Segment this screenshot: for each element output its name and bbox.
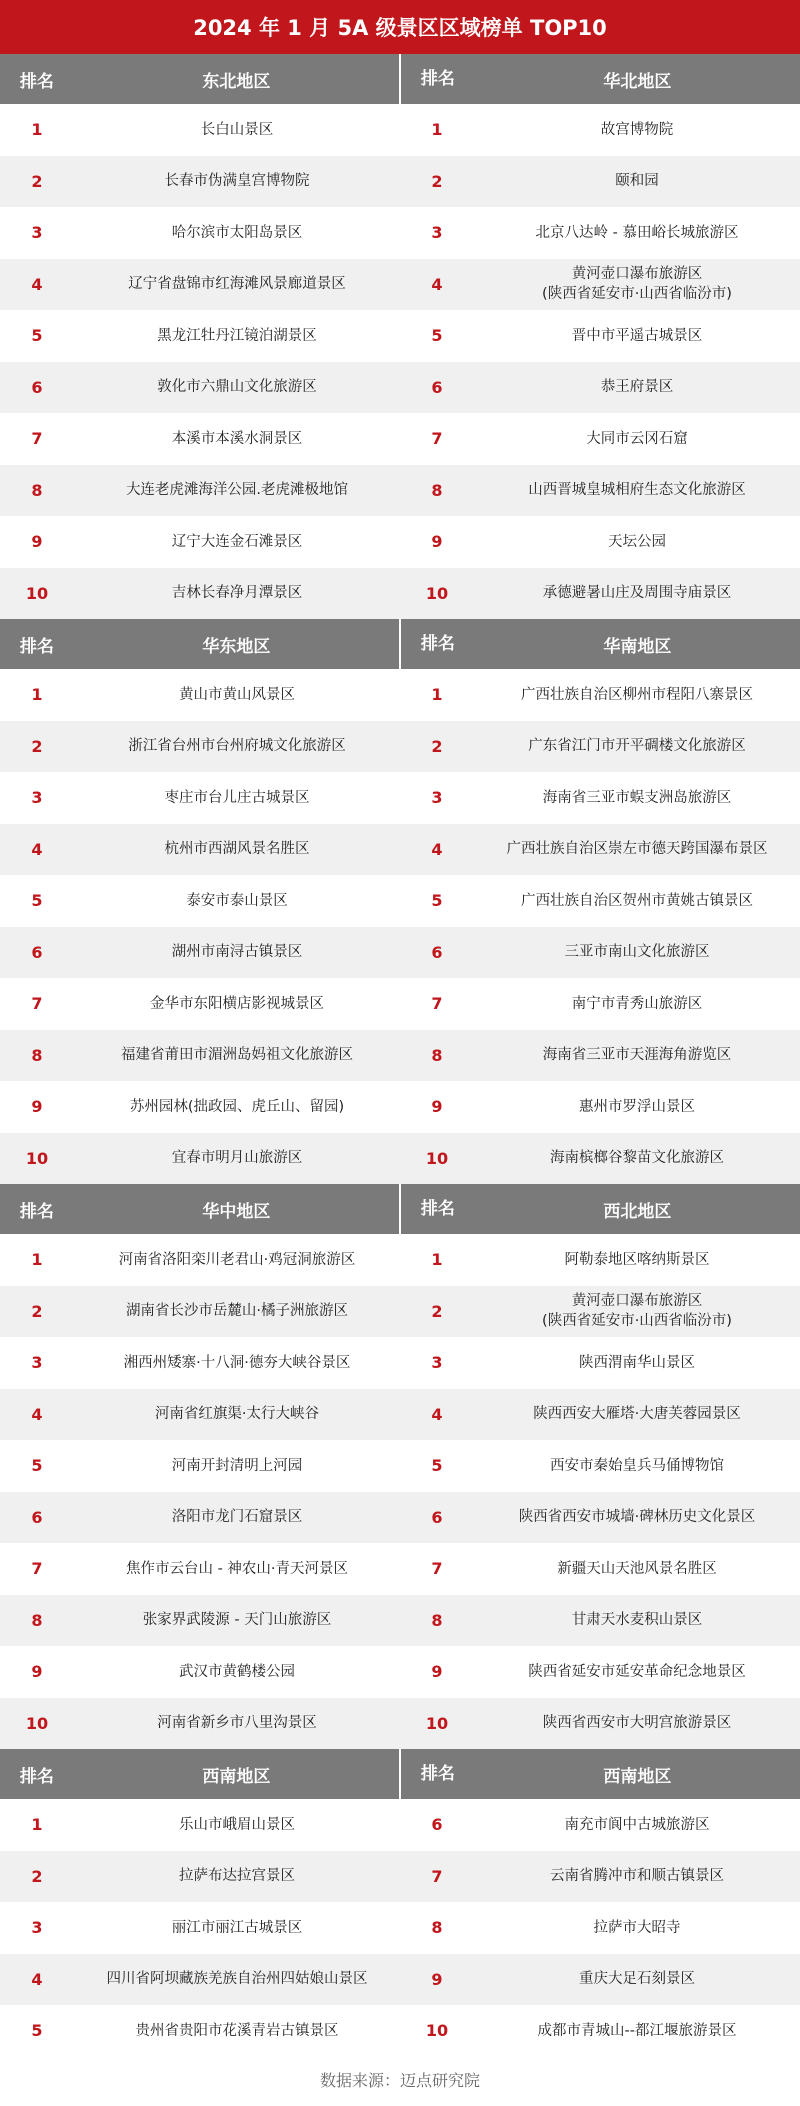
scenic-name-cell: 恭王府景区 bbox=[600, 379, 674, 396]
table-row bbox=[0, 1851, 800, 1903]
rank-cell: 1 bbox=[431, 1250, 443, 1270]
rank-cell: 6 bbox=[31, 1507, 43, 1527]
rank-cell: 7 bbox=[431, 429, 443, 449]
rank-cell: 9 bbox=[431, 1662, 443, 1682]
rank-cell: 9 bbox=[431, 1097, 443, 1117]
scenic-name-cell: 长春市伪满皇宫博物院 bbox=[164, 173, 310, 190]
rank-cell: 2 bbox=[31, 1866, 43, 1886]
rank-cell: 10 bbox=[425, 1148, 449, 1168]
scenic-name-cell: 辽宁省盘锦市红海滩风景廊道景区 bbox=[128, 276, 346, 293]
scenic-name-cell: 广西壮族自治区崇左市德天跨国瀑布景区 bbox=[506, 841, 768, 858]
scenic-name-cell: 丽江市丽江古城景区 bbox=[171, 1919, 303, 1936]
rank-cell: 6 bbox=[431, 942, 443, 962]
rank-header: 排名 bbox=[399, 1184, 475, 1234]
region-section bbox=[0, 619, 800, 1184]
rank-cell: 6 bbox=[431, 1507, 443, 1527]
region-section bbox=[0, 54, 800, 619]
table-row bbox=[0, 1492, 800, 1544]
scenic-name-cell: 西安市秦始皇兵马俑博物馆 bbox=[550, 1457, 724, 1474]
scenic-name-cell: 河南省新乡市八里沟景区 bbox=[157, 1715, 317, 1732]
table-row bbox=[0, 669, 800, 721]
scenic-name-cell: 成都市青城山--都江堰旅游景区 bbox=[537, 2022, 737, 2039]
scenic-name-cell: 拉萨市大昭寺 bbox=[593, 1919, 681, 1936]
rank-cell: 8 bbox=[31, 1610, 43, 1630]
table-row bbox=[0, 824, 800, 876]
rank-header: 排名 bbox=[399, 1749, 475, 1799]
table-row bbox=[0, 259, 800, 311]
table-row bbox=[0, 413, 800, 465]
section-header bbox=[0, 54, 800, 104]
rank-cell: 3 bbox=[431, 1353, 443, 1373]
rank-cell: 10 bbox=[425, 583, 449, 603]
scenic-name-cell: 辽宁大连金石滩景区 bbox=[171, 533, 303, 550]
scenic-name-cell: 黄河壶口瀑布旅游区 (陕西省延安市·山西省临汾市) bbox=[542, 266, 732, 303]
scenic-name-cell: 苏州园林(拙政园、虎丘山、留园) bbox=[129, 1098, 345, 1115]
scenic-name-cell: 河南省洛阳栾川老君山·鸡冠洞旅游区 bbox=[118, 1251, 356, 1268]
scenic-name-cell: 云南省腾冲市和顺古镇景区 bbox=[550, 1868, 724, 1885]
rank-cell: 5 bbox=[31, 1456, 43, 1476]
region-header: 西北地区 bbox=[603, 1201, 672, 1222]
table-row bbox=[0, 1234, 800, 1286]
scenic-name-cell: 福建省莆田市湄洲岛妈祖文化旅游区 bbox=[121, 1047, 353, 1064]
rank-cell: 10 bbox=[25, 583, 49, 603]
rank-cell: 9 bbox=[31, 532, 43, 552]
scenic-name-cell: 河南开封清明上河园 bbox=[171, 1457, 303, 1474]
rank-cell: 9 bbox=[431, 1969, 443, 1989]
scenic-name-cell: 承德避暑山庄及周围寺庙景区 bbox=[542, 585, 732, 602]
rank-cell: 9 bbox=[31, 1097, 43, 1117]
rank-cell: 7 bbox=[431, 1559, 443, 1579]
region-header: 西南地区 bbox=[603, 1766, 672, 1787]
rank-cell: 10 bbox=[25, 1148, 49, 1168]
scenic-name-cell: 湖南省长沙市岳麓山·橘子洲旅游区 bbox=[125, 1303, 349, 1320]
table-row bbox=[0, 1543, 800, 1595]
scenic-name-cell: 重庆大足石刻景区 bbox=[579, 1971, 695, 1988]
scenic-name-cell: 陕西省西安市大明宫旅游景区 bbox=[542, 1715, 732, 1732]
scenic-name-cell: 广西壮族自治区柳州市程阳八寨景区 bbox=[521, 686, 753, 703]
rank-cell: 1 bbox=[431, 685, 443, 705]
rank-header: 排名 bbox=[19, 71, 54, 92]
scenic-name-cell: 故宫博物院 bbox=[600, 121, 674, 138]
rank-cell: 3 bbox=[31, 223, 43, 243]
table-row bbox=[0, 927, 800, 979]
rank-cell: 5 bbox=[431, 1456, 443, 1476]
table-row bbox=[0, 1389, 800, 1441]
rank-cell: 10 bbox=[425, 2021, 449, 2041]
rank-cell: 2 bbox=[431, 171, 443, 191]
scenic-name-cell: 黑龙江牡丹江镜泊湖景区 bbox=[157, 327, 317, 344]
scenic-name-cell: 浙江省台州市台州府城文化旅游区 bbox=[128, 738, 346, 755]
section-header bbox=[0, 1184, 800, 1234]
table-row bbox=[0, 1133, 800, 1185]
rank-cell: 7 bbox=[31, 429, 43, 449]
table-row bbox=[0, 1799, 800, 1851]
rank-cell: 2 bbox=[431, 1301, 443, 1321]
rank-cell: 10 bbox=[25, 1713, 49, 1733]
table-row bbox=[0, 104, 800, 156]
region-header: 华中地区 bbox=[202, 1201, 271, 1222]
table-row bbox=[0, 1902, 800, 1954]
scenic-name-cell: 金华市东阳横店影视城景区 bbox=[150, 995, 324, 1012]
rank-cell: 2 bbox=[31, 1301, 43, 1321]
data-source: 数据来源：迈点研究院 bbox=[319, 2070, 480, 2090]
scenic-name-cell: 天坛公园 bbox=[608, 533, 666, 550]
rank-cell: 5 bbox=[31, 326, 43, 346]
scenic-name-cell: 广东省江门市开平碉楼文化旅游区 bbox=[528, 738, 746, 755]
scenic-name-cell: 贵州省贵阳市花溪青岩古镇景区 bbox=[135, 2022, 339, 2039]
table-row bbox=[0, 465, 800, 517]
table-row bbox=[0, 978, 800, 1030]
rank-cell: 1 bbox=[31, 1250, 43, 1270]
table-row bbox=[0, 2005, 800, 2057]
rank-cell: 3 bbox=[31, 788, 43, 808]
rank-cell: 3 bbox=[31, 1353, 43, 1373]
scenic-name-cell: 陕西省延安市延安革命纪念地景区 bbox=[528, 1663, 746, 1680]
table-row bbox=[0, 875, 800, 927]
rank-cell: 3 bbox=[431, 223, 443, 243]
region-header: 东北地区 bbox=[202, 71, 271, 92]
rank-header: 排名 bbox=[19, 1201, 54, 1222]
table-row bbox=[0, 1081, 800, 1133]
scenic-name-cell: 南充市阆中古城旅游区 bbox=[564, 1816, 710, 1833]
table-row bbox=[0, 1337, 800, 1389]
rank-header: 排名 bbox=[19, 636, 54, 657]
rank-cell: 7 bbox=[31, 1559, 43, 1579]
scenic-name-cell: 颐和园 bbox=[615, 173, 659, 190]
rank-cell: 5 bbox=[431, 326, 443, 346]
scenic-name-cell: 张家界武陵源 - 天门山旅游区 bbox=[142, 1612, 332, 1629]
ranking-tables bbox=[0, 54, 800, 2057]
scenic-name-cell: 敦化市六鼎山文化旅游区 bbox=[157, 379, 317, 396]
region-header: 西南地区 bbox=[202, 1766, 271, 1787]
table-row bbox=[0, 310, 800, 362]
rank-cell: 7 bbox=[31, 994, 43, 1014]
scenic-name-cell: 吉林长春净月潭景区 bbox=[171, 585, 303, 602]
scenic-name-cell: 泰安市泰山景区 bbox=[186, 892, 288, 909]
scenic-name-cell: 三亚市南山文化旅游区 bbox=[564, 944, 710, 961]
rank-cell: 9 bbox=[431, 532, 443, 552]
region-section bbox=[0, 1184, 800, 1749]
table-row bbox=[0, 772, 800, 824]
table-row bbox=[0, 1030, 800, 1082]
table-row bbox=[0, 721, 800, 773]
scenic-name-cell: 黄山市黄山风景区 bbox=[179, 686, 295, 703]
scenic-name-cell: 宜春市明月山旅游区 bbox=[171, 1150, 303, 1167]
scenic-name-cell: 惠州市罗浮山景区 bbox=[579, 1098, 695, 1115]
rank-cell: 7 bbox=[431, 1866, 443, 1886]
scenic-name-cell: 北京八达岭 - 慕田峪长城旅游区 bbox=[535, 224, 739, 241]
scenic-name-cell: 河南省红旗渠·太行大峡谷 bbox=[154, 1406, 320, 1423]
rank-cell: 4 bbox=[31, 839, 43, 859]
region-header: 华东地区 bbox=[202, 636, 271, 657]
rank-cell: 6 bbox=[431, 377, 443, 397]
scenic-name-cell: 哈尔滨市太阳岛景区 bbox=[171, 224, 303, 241]
rank-cell: 6 bbox=[431, 1815, 443, 1835]
rank-cell: 4 bbox=[431, 274, 443, 294]
scenic-name-cell: 武汉市黄鹤楼公园 bbox=[179, 1663, 295, 1680]
scenic-name-cell: 焦作市云台山 - 神农山·青天河景区 bbox=[125, 1560, 349, 1577]
rank-cell: 3 bbox=[31, 1918, 43, 1938]
scenic-name-cell: 本溪市本溪水洞景区 bbox=[171, 430, 303, 447]
scenic-name-cell: 广西壮族自治区贺州市黄姚古镇景区 bbox=[521, 892, 753, 909]
scenic-name-cell: 湖州市南浔古镇景区 bbox=[171, 944, 303, 961]
scenic-name-cell: 陕西渭南华山景区 bbox=[579, 1354, 695, 1371]
scenic-name-cell: 大同市云冈石窟 bbox=[586, 430, 688, 447]
scenic-name-cell: 枣庄市台儿庄古城景区 bbox=[164, 789, 310, 806]
scenic-name-cell: 大连老虎滩海洋公园.老虎滩极地馆 bbox=[125, 482, 349, 499]
rank-header: 排名 bbox=[399, 54, 475, 104]
page-title: 2024 年 1 月 5A 级景区区域榜单 TOP10 bbox=[0, 0, 800, 54]
table-row bbox=[0, 1954, 800, 2006]
scenic-name-cell: 晋中市平遥古城景区 bbox=[571, 327, 703, 344]
scenic-name-cell: 海南省三亚市蜈支洲岛旅游区 bbox=[542, 789, 732, 806]
table-row bbox=[0, 156, 800, 208]
rank-cell: 2 bbox=[31, 736, 43, 756]
scenic-name-cell: 杭州市西湖风景名胜区 bbox=[164, 841, 310, 858]
scenic-name-cell: 洛阳市龙门石窟景区 bbox=[171, 1509, 303, 1526]
table-row bbox=[0, 1698, 800, 1750]
rank-cell: 2 bbox=[431, 736, 443, 756]
scenic-name-cell: 乐山市峨眉山景区 bbox=[179, 1816, 295, 1833]
table-row bbox=[0, 568, 800, 620]
scenic-name-cell: 阿勒泰地区喀纳斯景区 bbox=[564, 1251, 710, 1268]
section-header bbox=[0, 619, 800, 669]
rank-cell: 8 bbox=[431, 1918, 443, 1938]
rank-cell: 10 bbox=[425, 1713, 449, 1733]
rank-cell: 9 bbox=[31, 1662, 43, 1682]
rank-cell: 8 bbox=[431, 1610, 443, 1630]
table-row bbox=[0, 1440, 800, 1492]
section-header bbox=[0, 1749, 800, 1799]
rank-cell: 4 bbox=[431, 839, 443, 859]
scenic-name-cell: 四川省阿坝藏族羌族自治州四姑娘山景区 bbox=[106, 1971, 368, 1988]
rank-cell: 8 bbox=[31, 480, 43, 500]
rank-cell: 8 bbox=[31, 1045, 43, 1065]
scenic-name-cell: 陕西西安大雁塔·大唐芙蓉园景区 bbox=[533, 1406, 741, 1423]
rank-header: 排名 bbox=[399, 619, 475, 669]
scenic-name-cell: 新疆天山天池风景名胜区 bbox=[557, 1560, 717, 1577]
rank-header: 排名 bbox=[19, 1766, 54, 1787]
rank-cell: 2 bbox=[31, 171, 43, 191]
rank-cell: 1 bbox=[431, 120, 443, 140]
region-header: 华南地区 bbox=[603, 636, 672, 657]
region-section bbox=[0, 1749, 800, 2057]
rank-cell: 4 bbox=[31, 1404, 43, 1424]
region-header: 华北地区 bbox=[603, 71, 672, 92]
rank-cell: 4 bbox=[431, 1404, 443, 1424]
scenic-name-cell: 山西晋城皇城相府生态文化旅游区 bbox=[528, 482, 746, 499]
table-row bbox=[0, 1646, 800, 1698]
scenic-name-cell: 拉萨布达拉宫景区 bbox=[179, 1868, 295, 1885]
rank-cell: 8 bbox=[431, 480, 443, 500]
rank-cell: 1 bbox=[31, 685, 43, 705]
scenic-name-cell: 长白山景区 bbox=[200, 121, 274, 138]
rank-cell: 1 bbox=[31, 120, 43, 140]
rank-cell: 6 bbox=[31, 942, 43, 962]
rank-cell: 7 bbox=[431, 994, 443, 1014]
rank-cell: 5 bbox=[31, 2021, 43, 2041]
rank-cell: 4 bbox=[31, 1969, 43, 1989]
scenic-name-cell: 南宁市青秀山旅游区 bbox=[571, 995, 703, 1012]
table-row bbox=[0, 516, 800, 568]
table-row bbox=[0, 362, 800, 414]
scenic-name-cell: 陕西省西安市城墙·碑林历史文化景区 bbox=[518, 1509, 756, 1526]
scenic-name-cell: 海南槟榔谷黎苗文化旅游区 bbox=[550, 1150, 724, 1167]
rank-cell: 6 bbox=[31, 377, 43, 397]
scenic-name-cell: 湘西州矮寨·十八洞·德夯大峡谷景区 bbox=[123, 1354, 351, 1371]
table-row bbox=[0, 1595, 800, 1647]
rank-cell: 8 bbox=[431, 1045, 443, 1065]
rank-cell: 5 bbox=[431, 891, 443, 911]
rank-cell: 5 bbox=[31, 891, 43, 911]
scenic-name-cell: 海南省三亚市天涯海角游览区 bbox=[542, 1047, 732, 1064]
scenic-name-cell: 甘肃天水麦积山景区 bbox=[571, 1612, 703, 1629]
rank-cell: 3 bbox=[431, 788, 443, 808]
rank-cell: 4 bbox=[31, 274, 43, 294]
table-row bbox=[0, 207, 800, 259]
table-row bbox=[0, 1286, 800, 1338]
scenic-name-cell: 黄河壶口瀑布旅游区 (陕西省延安市·山西省临汾市) bbox=[542, 1293, 732, 1330]
rank-cell: 1 bbox=[31, 1815, 43, 1835]
